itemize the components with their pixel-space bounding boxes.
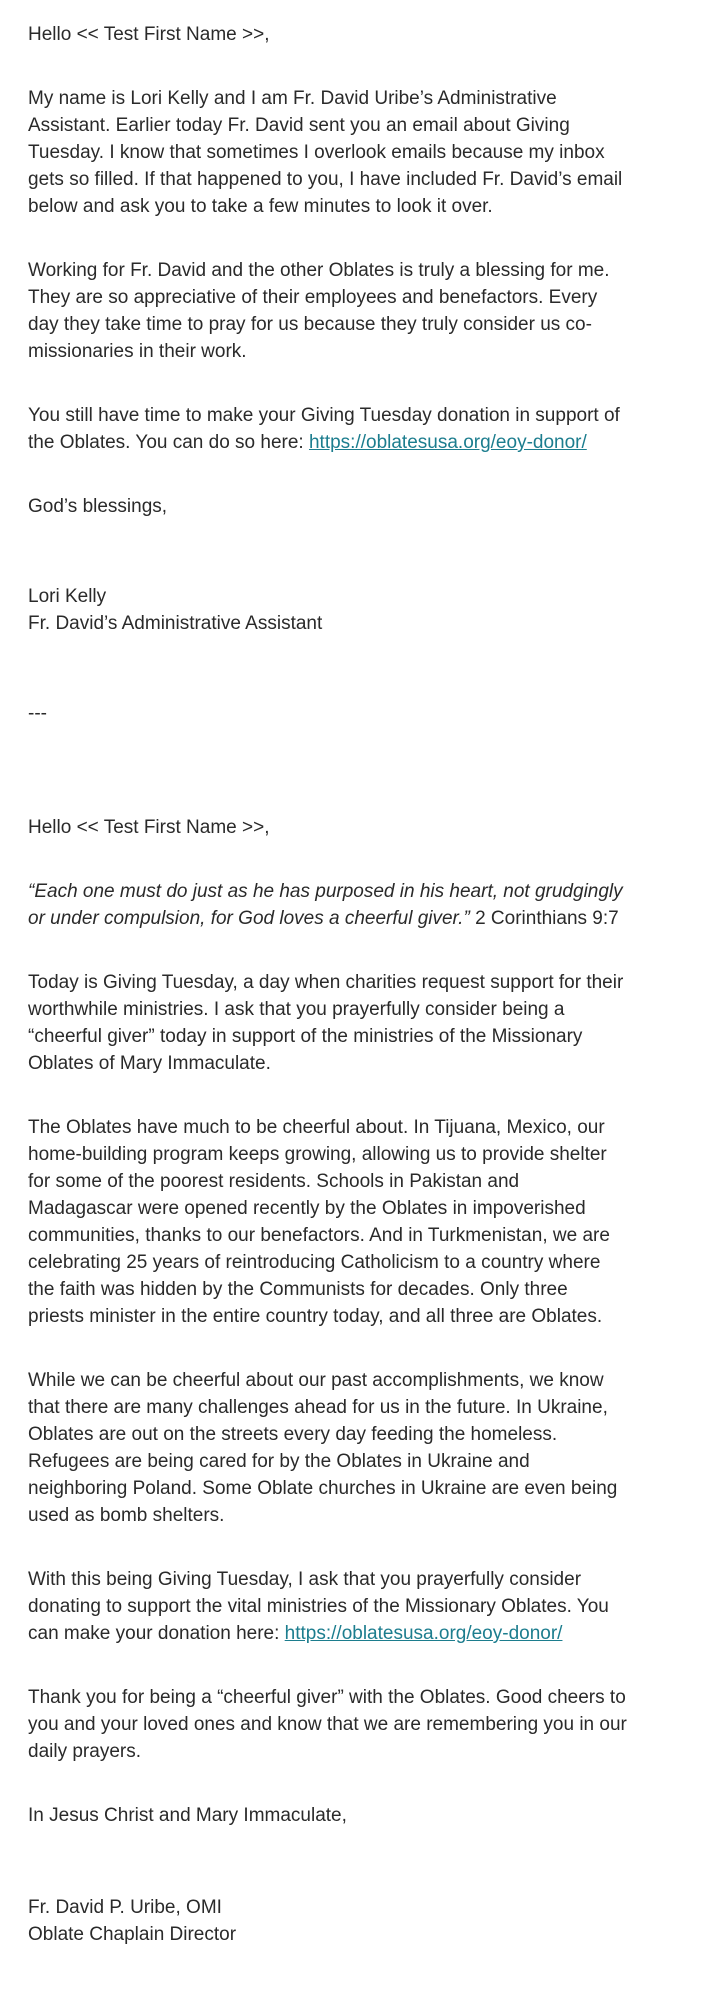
- donation-link[interactable]: https://oblatesusa.org/eoy-donor/: [308, 432, 587, 453]
- scripture-citation: 2 Corinthians 9:7: [469, 908, 619, 929]
- scripture-quote: [28, 878, 628, 932]
- greeting-line: Hello << Test First Name >>,: [28, 24, 270, 45]
- spacer: [28, 1866, 628, 1894]
- greeting-line: Hello << Test First Name >>,: [28, 817, 270, 838]
- closing-line: God’s blessings,: [28, 496, 168, 517]
- donation-paragraph: [28, 1566, 628, 1647]
- donation-paragraph: [28, 402, 628, 456]
- scripture-quote-text: “Each one must do just as he has purposed in his heart, not grudgingly or under compulsion, for God loves a cheerful giver.”: [28, 881, 623, 929]
- signature-block: [28, 583, 628, 637]
- spacer: [28, 764, 628, 814]
- assistant-email-section: [28, 21, 628, 727]
- challenges-paragraph: While we can be cheerful about our past accomplishments, we know that there are many challenges ahead for us in the future. In Ukraine, Oblates are out on the streets every day feeding the homeless. Refugees are being cared for by the Oblates in Ukraine and neighboring Poland. Some Oblate churches in Ukraine are even being used as bomb shelters.: [28, 1370, 618, 1526]
- closing-line: In Jesus Christ and Mary Immaculate,: [28, 1805, 347, 1826]
- donation-link[interactable]: https://oblatesusa.org/eoy-donor/: [284, 1623, 563, 1644]
- signature-title: Oblate Chaplain Director: [28, 1924, 237, 1945]
- intro-paragraph: My name is Lori Kelly and I am Fr. David Uribe’s Administrative Assistant. Earlier today Fr. David sent you an email about Giving Tuesday. I know that sometimes I overlook emails because my inbox gets so filled. If that happened to you, I have included Fr. David’s email below and ask you to take a few minutes to look it over.: [28, 88, 623, 217]
- spacer: [28, 674, 628, 700]
- cheerful-accomplishments-paragraph: The Oblates have much to be cheerful about. In Tijuana, Mexico, our home-building program keeps growing, allowing us to provide shelter for some of the poorest residents. Schools in Pakistan and Madagascar were opened recently by the Oblates in impoverished communities, thanks to our benefactors. And in Turkmenistan, we are celebrating 25 years of reintroducing Catholicism to a country where the faith was hidden by the Communists for decades. Only three priests minister in the entire country today, and all three are Oblates.: [28, 1117, 610, 1327]
- blessing-paragraph: Working for Fr. David and the other Oblates is truly a blessing for me. They are so appreciative of their employees and benefactors. Every day they take time to pray for us because they truly consider us co-missionaries in their work.: [28, 260, 610, 362]
- email-separator: ---: [28, 703, 47, 724]
- signature-name: Lori Kelly: [28, 586, 107, 607]
- spacer: [28, 557, 628, 583]
- donation-paragraph-text: You still have time to make your Giving Tuesday donation in support of the Oblates. You can do so here:: [28, 405, 620, 453]
- signature-title: Fr. David’s Administrative Assistant: [28, 613, 323, 634]
- signature-name: Fr. David P. Uribe, OMI: [28, 1897, 222, 1918]
- donation-paragraph-text: With this being Giving Tuesday, I ask that you prayerfully consider donating to support the vital ministries of the Missionary Oblates. You can make your donation here:: [28, 1569, 609, 1644]
- thanks-paragraph: Thank you for being a “cheerful giver” with the Oblates. Good cheers to you and your loved ones and know that we are remembering you in our daily prayers.: [28, 1687, 627, 1762]
- signature-block: [28, 1894, 628, 1948]
- original-email-section: [28, 814, 628, 1948]
- giving-tuesday-paragraph: Today is Giving Tuesday, a day when charities request support for their worthwhile ministries. I ask that you prayerfully consider being a “cheerful giver” today in support of the ministries of the Missionary Oblates of Mary Immaculate.: [28, 972, 624, 1074]
